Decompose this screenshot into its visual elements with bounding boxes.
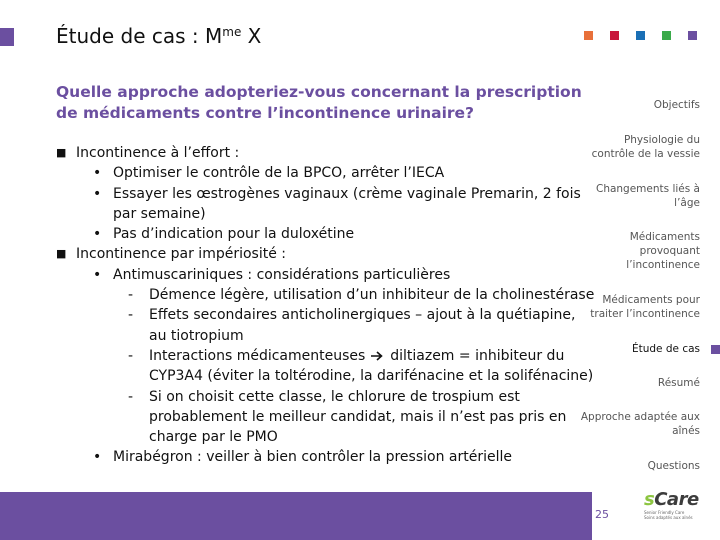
sfcare-logo	[644, 490, 706, 520]
slide-title: Étude de cas : $M^{me}$ X	[56, 24, 262, 48]
nav-item-medicaments-traiter[interactable]: Médicaments pour traiter l’incontinence	[590, 294, 700, 320]
nav-item-etude-de-cas[interactable]: Étude de cas	[631, 343, 700, 355]
dash-item: - Si on choisit cette classe, le chlorure de trospium est probablement le meilleur candidat, mais il n’est pas pris en charge par le PMO	[128, 388, 567, 446]
logo-tagline-en: Senior Friendly Care	[644, 510, 685, 515]
dash-item: - Démence légère, utilisation d’un inhibiteur de la cholinestérase	[128, 287, 595, 304]
sub-bullet: • Antimuscariniques : considérations particulières	[93, 266, 451, 283]
bullet-urge-incontinence: ■ Incontinence par impériosité :	[56, 244, 596, 264]
deco-square-purple	[688, 31, 697, 40]
sub-bullet: • Pas d’indication pour la duloxétine	[93, 226, 355, 243]
sub-bullet: • Mirabégron : veiller à bien contrôler la pression artérielle	[93, 449, 512, 466]
bullet-stress-incontinence: ■ Incontinence à l’effort :	[56, 143, 596, 163]
dash-item: - Interactions médicamenteuses diltiazem = inhibiteur du CYP3A4 (éviter la toltérodine, la darifénacine et la solifénacine)	[128, 347, 594, 385]
deco-square-red	[610, 31, 619, 40]
sub-bullet: • Optimiser le contrôle de la BPCO, arrêter l’IECA	[93, 165, 445, 182]
nav-item-physiologie[interactable]: Physiologie du contrôle de la vessie	[591, 134, 700, 160]
case-question: Quelle approche adopteriez-vous concernant la prescription de médicaments contre l’incontinence urinaire?	[56, 83, 582, 122]
deco-square-orange	[584, 31, 593, 40]
page-number: 25	[595, 508, 609, 521]
nav-item-medicaments-provoquant[interactable]: Médicaments provoquant l’incontinence	[626, 231, 700, 271]
nav-item-approche[interactable]: Approche adaptée aux aînés	[580, 411, 700, 437]
active-nav-marker	[711, 345, 720, 354]
deco-square-green	[662, 31, 671, 40]
logo-wordmark: sCare	[644, 489, 699, 510]
square-bullet-icon: ■	[56, 146, 67, 159]
sub-bullet: • Essayer les œstrogènes vaginaux (crème vaginale Premarin, 2 fois par semaine)	[93, 185, 581, 222]
arrow-right-icon	[370, 346, 386, 366]
slide-content	[56, 143, 596, 468]
decorative-squares	[584, 31, 697, 40]
nav-item-objectifs[interactable]: Objectifs	[653, 99, 700, 111]
nav-item-questions[interactable]: Questions	[647, 460, 700, 472]
dash-item: - Effets secondaires anticholinergiques – ajout à la quétiapine, au tiotropium	[128, 307, 576, 344]
nav-item-changements[interactable]: Changements liés à l’âge	[595, 183, 700, 209]
logo-tagline-fr: Soins adaptés aux aînés	[644, 515, 693, 520]
deco-square-blue	[636, 31, 645, 40]
footer-bar	[0, 492, 592, 540]
square-bullet-icon: ■	[56, 247, 67, 261]
title-marker	[0, 28, 14, 46]
nav-item-resume[interactable]: Résumé	[657, 377, 700, 389]
